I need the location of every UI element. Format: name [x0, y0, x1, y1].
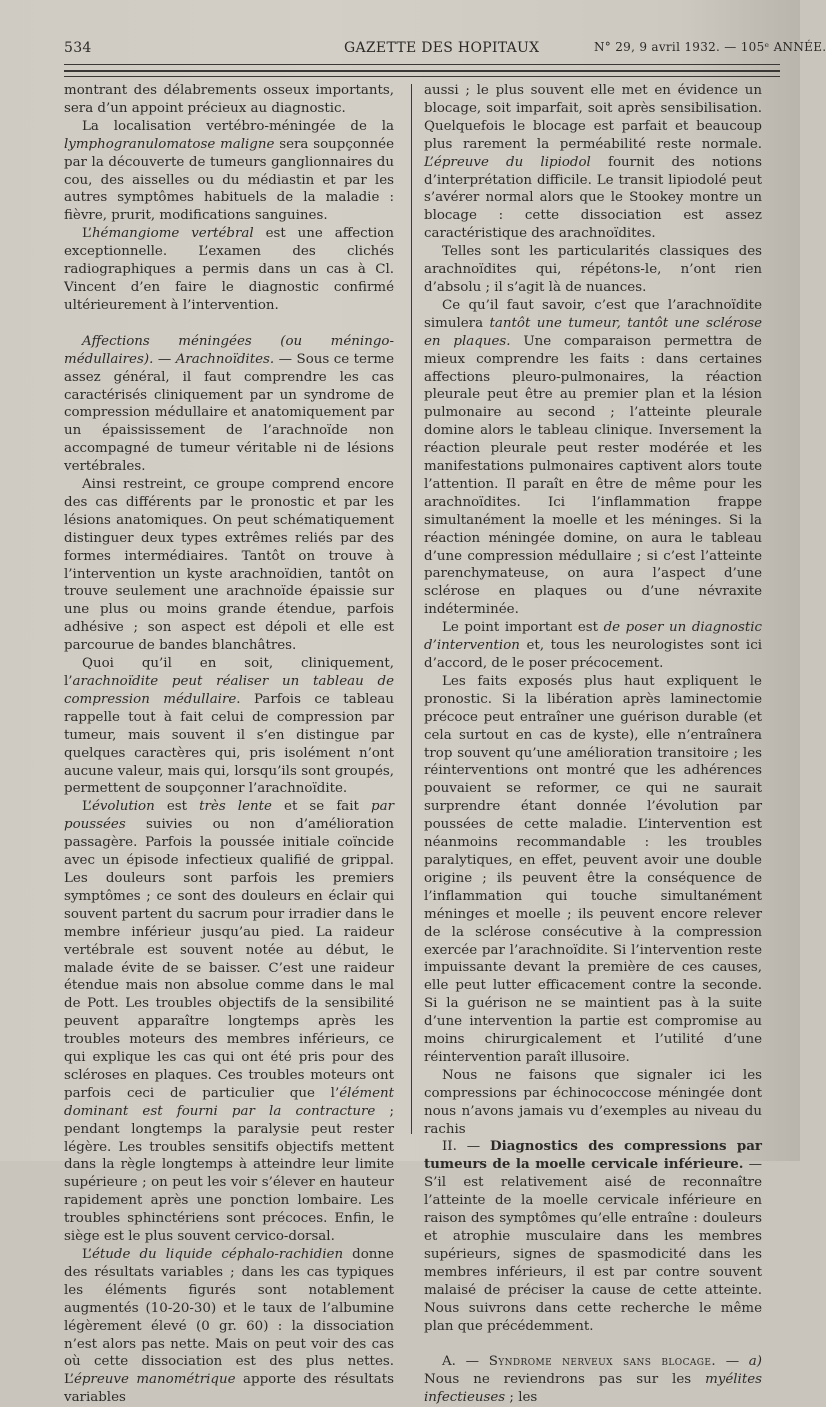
header-rule-top [64, 64, 780, 65]
journal-title: GAZETTE DES HOPITAUX [344, 40, 540, 56]
paragraph: Ce qu’il faut savoir, c’est que l’arachnoïdite simulera tantôt une tumeur, tantôt une sclérose en plaques. Une comparaison permettra de mieux comprendre les faits : dans certaines affections pleuro-pulmonaires, la réaction pleurale peut être au premier plan et la lésion pulmonaire au second ; l’atteinte pleurale domine alors le tableau clinique. Inversement la réaction pleurale peut rester modérée et les manifestations pulmonaires captivent alors toute l’attention. Il paraît en être de même pour les arachnoïdites. Ici l’inflammation frappe simultanément la moelle et les méninges. Si la réaction méningée domine, on aura le tableau d’une compression médullaire ; si c’est l’atteinte parenchymateuse, on aura l’aspect d’une sclérose en plaques ou d’une névraxite indéterminée. [424, 297, 762, 618]
right-column [424, 82, 762, 1407]
paragraph: Le point important est de poser un diagnostic d’intervention et, tous les neurologistes sont ici d’accord, de le poser précocement. [424, 620, 762, 671]
paragraph: L’étude du liquide céphalo-rachidien donne des résultats variables ; dans les cas typiques les éléments figurés sont notablement augmentés (10-20-30) et le taux de l’albumine légèrement élevé (0 gr. 60) : la dissociation n’est alors pas nette. Mais on peut voir des cas où cette dissociation est des plus nettes. L’épreuve manométrique apporte des résultats variables [64, 1247, 394, 1406]
paragraph: L’évolution est très lente et se fait par poussées suivies ou non d’amélioration passagère. Parfois la poussée initiale coïncide avec un épisode infectieux qualifié de grippal. Les douleurs sont parfois les premiers symptômes ; ce sont des douleurs en éclair qui souvent partent du sacrum pour irradier dans le membre inférieur jusqu’au pied. La raideur vertébrale est souvent notée au début, le malade évite de se baisser. C’est une raideur étendue mais non absolue comme dans le mal de Pott. Les troubles objectifs de la sensibilité peuvent apparaître longtemps après les troubles moteurs des membres inférieurs, ce qui explique les cas qui ont été pris pour des scléroses en plaques. Ces troubles moteurs ont parfois ceci de particulier que l’élément dominant est fourni par la contracture ; pendant longtemps la paralysie peut rester légère. Les troubles sensitifs objectifs mettent dans la règle longtemps à atteindre leur limite supérieure ; on peut les voir s’élever en hauteur rapidement après une ponction lombaire. Les troubles sphinctériens sont précoces. Enfin, le siège est le plus souvent cervico-dorsal. [64, 799, 394, 1245]
issue-info: N° 29, 9 avril 1932. — 105ᵉ ANNÉE. [594, 40, 826, 54]
section-heading-paragraph: Affections méningées (ou méningo-médullaires). — Arachnoïdites. — Sous ce terme assez général, il faut comprendre les cas caractérisés cliniquement par un syndrome de compression médullaire et anatomiquement par un épaississement de l’arachnoïde non accompagné de tumeur véritable ni de lésions vertébrales. [64, 333, 395, 475]
page-number: 534 [64, 40, 92, 56]
paragraph: Les faits exposés plus haut expliquent le pronostic. Si la libération après laminectomie précoce peut entraîner une guérison durable (et cela surtout en cas de kyste), elle n’entraînera trop souvent qu’une amélioration transitoire ; les réinterventions ont montré que les adhérences pouvaient se reformer, ce qui ne saurait surprendre étant donnée l’évolution par poussées de cette maladie. L’intervention est néanmoins recommandable : les troubles paralytiques, en effet, peuvent avoir une double origine ; ils peuvent être la conséquence de l’inflammation qui touche simultanément méninges et moelle ; ils peuvent encore relever de la sclérose consécutive à la compression exercée par l’arachnoïdite. Si l’intervention reste impuissante devant la première de ces causes, elle peut lutter efficacement contre la seconde. Si la guérison ne se maintient pas à la suite d’une intervention la partie est compromise au moins chirurgicalement et l’utilité d’une réintervention paraît illusoire. [424, 673, 762, 1065]
paragraph: Telles sont les particularités classiques des arachnoïdites qui, répétons-le, n’ont rien d’absolu ; il s’agit là de nuances. [424, 244, 762, 295]
page-header [64, 36, 826, 60]
paragraph: montrant des délabrements osseux importants, sera d’un appoint précieux au diagnostic. [64, 83, 394, 116]
paragraph: Ainsi restreint, ce groupe comprend encore des cas différents par le pronostic et par les lésions anatomiques. On peut schématiquement distinguer deux types extrêmes reliés par des formes intermédiaires. Tantôt on trouve à l’intervention un kyste arachnoïdien, tantôt on trouve seulement une arachnoïde épaissie sur une plus ou moins grande étendue, parfois adhésive ; son aspect est dépoli et elle est parcourue de bandes blanchâtres. [64, 477, 394, 654]
header-rule-middle [64, 70, 780, 72]
section-heading-paragraph: II. — Diagnostics des compressions par tumeurs de la moelle cervicale inférieure. — S’il est relativement aisé de reconnaître l’atteinte de la moelle cervicale inférieure en raison des symptômes qu’elle entraîne : douleurs et atrophie musculaire dans les membres supérieurs, signes de spasmodicité dans les membres inférieurs, il est par contre souvent malaisé de préciser la cause de cette atteinte. Nous suivrons dans cette recherche le même plan que précédemment. [424, 1138, 762, 1334]
column-divider [411, 84, 412, 1134]
paragraph: L’hémangiome vertébral est une affection exceptionnelle. L’examen des clichés radiographiques a permis dans un cas à Cl. Vincent d’en faire le diagnostic confirmé ultérieurement à l’intervention. [64, 226, 394, 313]
paragraph: Quoi qu’il en soit, cliniquement, l’arachnoïdite peut réaliser un tableau de compression médullaire. Parfois ce tableau rappelle tout à fait celui de compression par tumeur, mais souvent il s’en distingue par quelques caractères qui, pris isolément n’ont aucune valeur, mais qui, lorsqu’ils sont groupés, permettent de soupçonner l’arachnoïdite. [64, 656, 394, 797]
header-rule-bottom [64, 76, 780, 77]
paragraph: La localisation vertébro-méningée de la lymphogranulomatose maligne sera soupçonnée par la découverte de tumeurs ganglionnaires du cou, des aisselles ou du médiastin et par les autres symptômes habituels de la maladie : fièvre, prurit, modifications sanguines. [64, 118, 394, 224]
left-column [64, 82, 394, 1407]
paragraph: aussi ; le plus souvent elle met en évidence un blocage, soit imparfait, soit après sensibilisation. Quelquefois le blocage est parfait et beaucoup plus rarement la perméabilité reste normale. L’épreuve du lipiodol fournit des notions d’interprétation difficile. Le transit lipiodolé peut s’avérer normal alors que le Stookey montre un blocage : cette dissociation est assez caractéristique des arachnoïdites. [424, 83, 762, 242]
subsection-paragraph: A. — Syndrome nerveux sans blocage. — a) Nous ne reviendrons pas sur les myélites infectieuses ; les [424, 1354, 763, 1406]
paragraph: Nous ne faisons que signaler ici les compressions par échinococcose méningée dont nous n’avons jamais vu d’exemples au niveau du rachis [424, 1067, 762, 1137]
